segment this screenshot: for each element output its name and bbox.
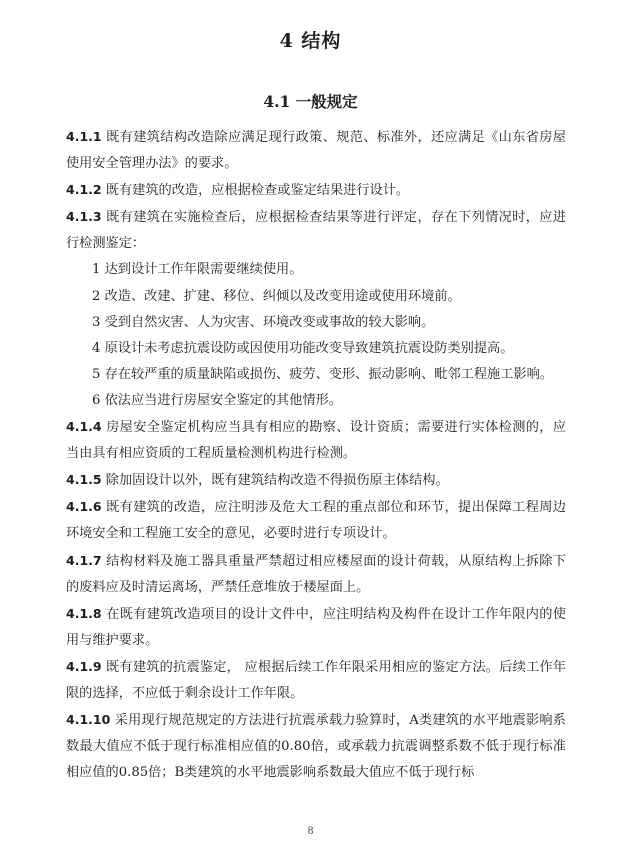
clause-paragraph [66,414,566,467]
section-title: 4.1 一般规定 [263,92,358,111]
document-body [66,124,566,786]
clause-number: 4.1.9 [66,658,102,674]
clause-paragraph [66,467,566,494]
list-item: 5 存在较严重的质量缺陷或损伤、疲劳、变形、振动影响、毗邻工程施工影响。 [92,366,553,382]
clause-number: 4.1.4 [66,419,102,435]
clause-text: 既有建筑的改造，应根据检查或鉴定结果进行设计。 [105,183,410,199]
chapter-title: 4 结构 [279,30,342,52]
page-number: 8 [307,826,314,837]
clause-paragraph [66,654,566,707]
clause-text: 既有建筑结构改造除应满足现行政策、规范、标准外，还应满足《山东省房屋使用安全管理办法》的要求。 [66,130,566,172]
list-item: 6 依法应当进行房屋安全鉴定的其他情形。 [92,392,342,408]
clause-text: 既有建筑的改造，应注明涉及危大工程的重点部位和环节，提出保障工程周边环境安全和工程施工安全的意见，必要时进行专项设计。 [66,500,566,542]
clause-text: 在既有建筑改造项目的设计文件中，应注明结构及构件在设计工作年限内的使用与维护要求。 [66,606,566,648]
clause-number: 4.1.6 [66,499,102,515]
list-item: 2 改造、改建、扩建、移位、纠倾以及改变用途或使用环境前。 [92,288,461,304]
clause-text: 结构材料及施工器具重量严禁超过相应楼屋面的设计荷载，从原结构上拆除下的废料应及时清运离场，严禁任意堆放于楼屋面上。 [66,553,566,595]
clause-number: 4.1.7 [66,552,102,568]
clause-paragraph [66,601,566,654]
clause-paragraph [66,124,566,177]
list-item: 3 受到自然灾害、人为灾害、环境改变或事故的较大影响。 [92,314,435,330]
clause-number: 4.1.2 [66,182,102,198]
clause-text: 除加固设计以外，既有建筑结构改造不得损伤原主体结构。 [105,473,449,489]
clause-number: 4.1.8 [66,605,102,621]
clause-paragraph [66,548,566,601]
clause-number: 4.1.3 [66,209,102,225]
clause-text: 既有建筑的抗震鉴定， 应根据后续工作年限采用相应的鉴定方法。后续工作年限的选择，不应低于剩余设计工作年限。 [66,659,566,701]
clause-text: 既有建筑在实施检查后，应根据检查结果等进行评定，存在下列情况时，应进行检测鉴定： [66,210,566,252]
clause-paragraph [66,204,566,257]
clause-number: 4.1.5 [66,472,102,488]
list-item: 4 原设计未考虑抗震设防或因使用功能改变导致建筑抗震设防类别提高。 [92,340,514,356]
clause-paragraph [66,707,566,786]
clause-text: 房屋安全鉴定机构应当具有相应的勘察、设计资质；需要进行实体检测的，应当由具有相应资质的工程质量检测机构进行检测。 [66,420,566,462]
clause-paragraph [66,494,566,547]
clause-number: 4.1.1 [66,129,102,144]
list-item: 1 达到设计工作年限需要继续使用。 [92,262,303,278]
clause-number: 4.1.10 [66,712,111,728]
clause-text: 采用现行规范规定的方法进行抗震承载力验算时，A类建筑的水平地震影响系数最大值应不低于现行标准相应值的0.80倍，或承载力抗震调整系数不低于现行标准相应值的0.85倍；B类建筑的水平地震影响系数最大值应不低于现行标 [66,713,566,781]
clause-paragraph [66,177,566,204]
